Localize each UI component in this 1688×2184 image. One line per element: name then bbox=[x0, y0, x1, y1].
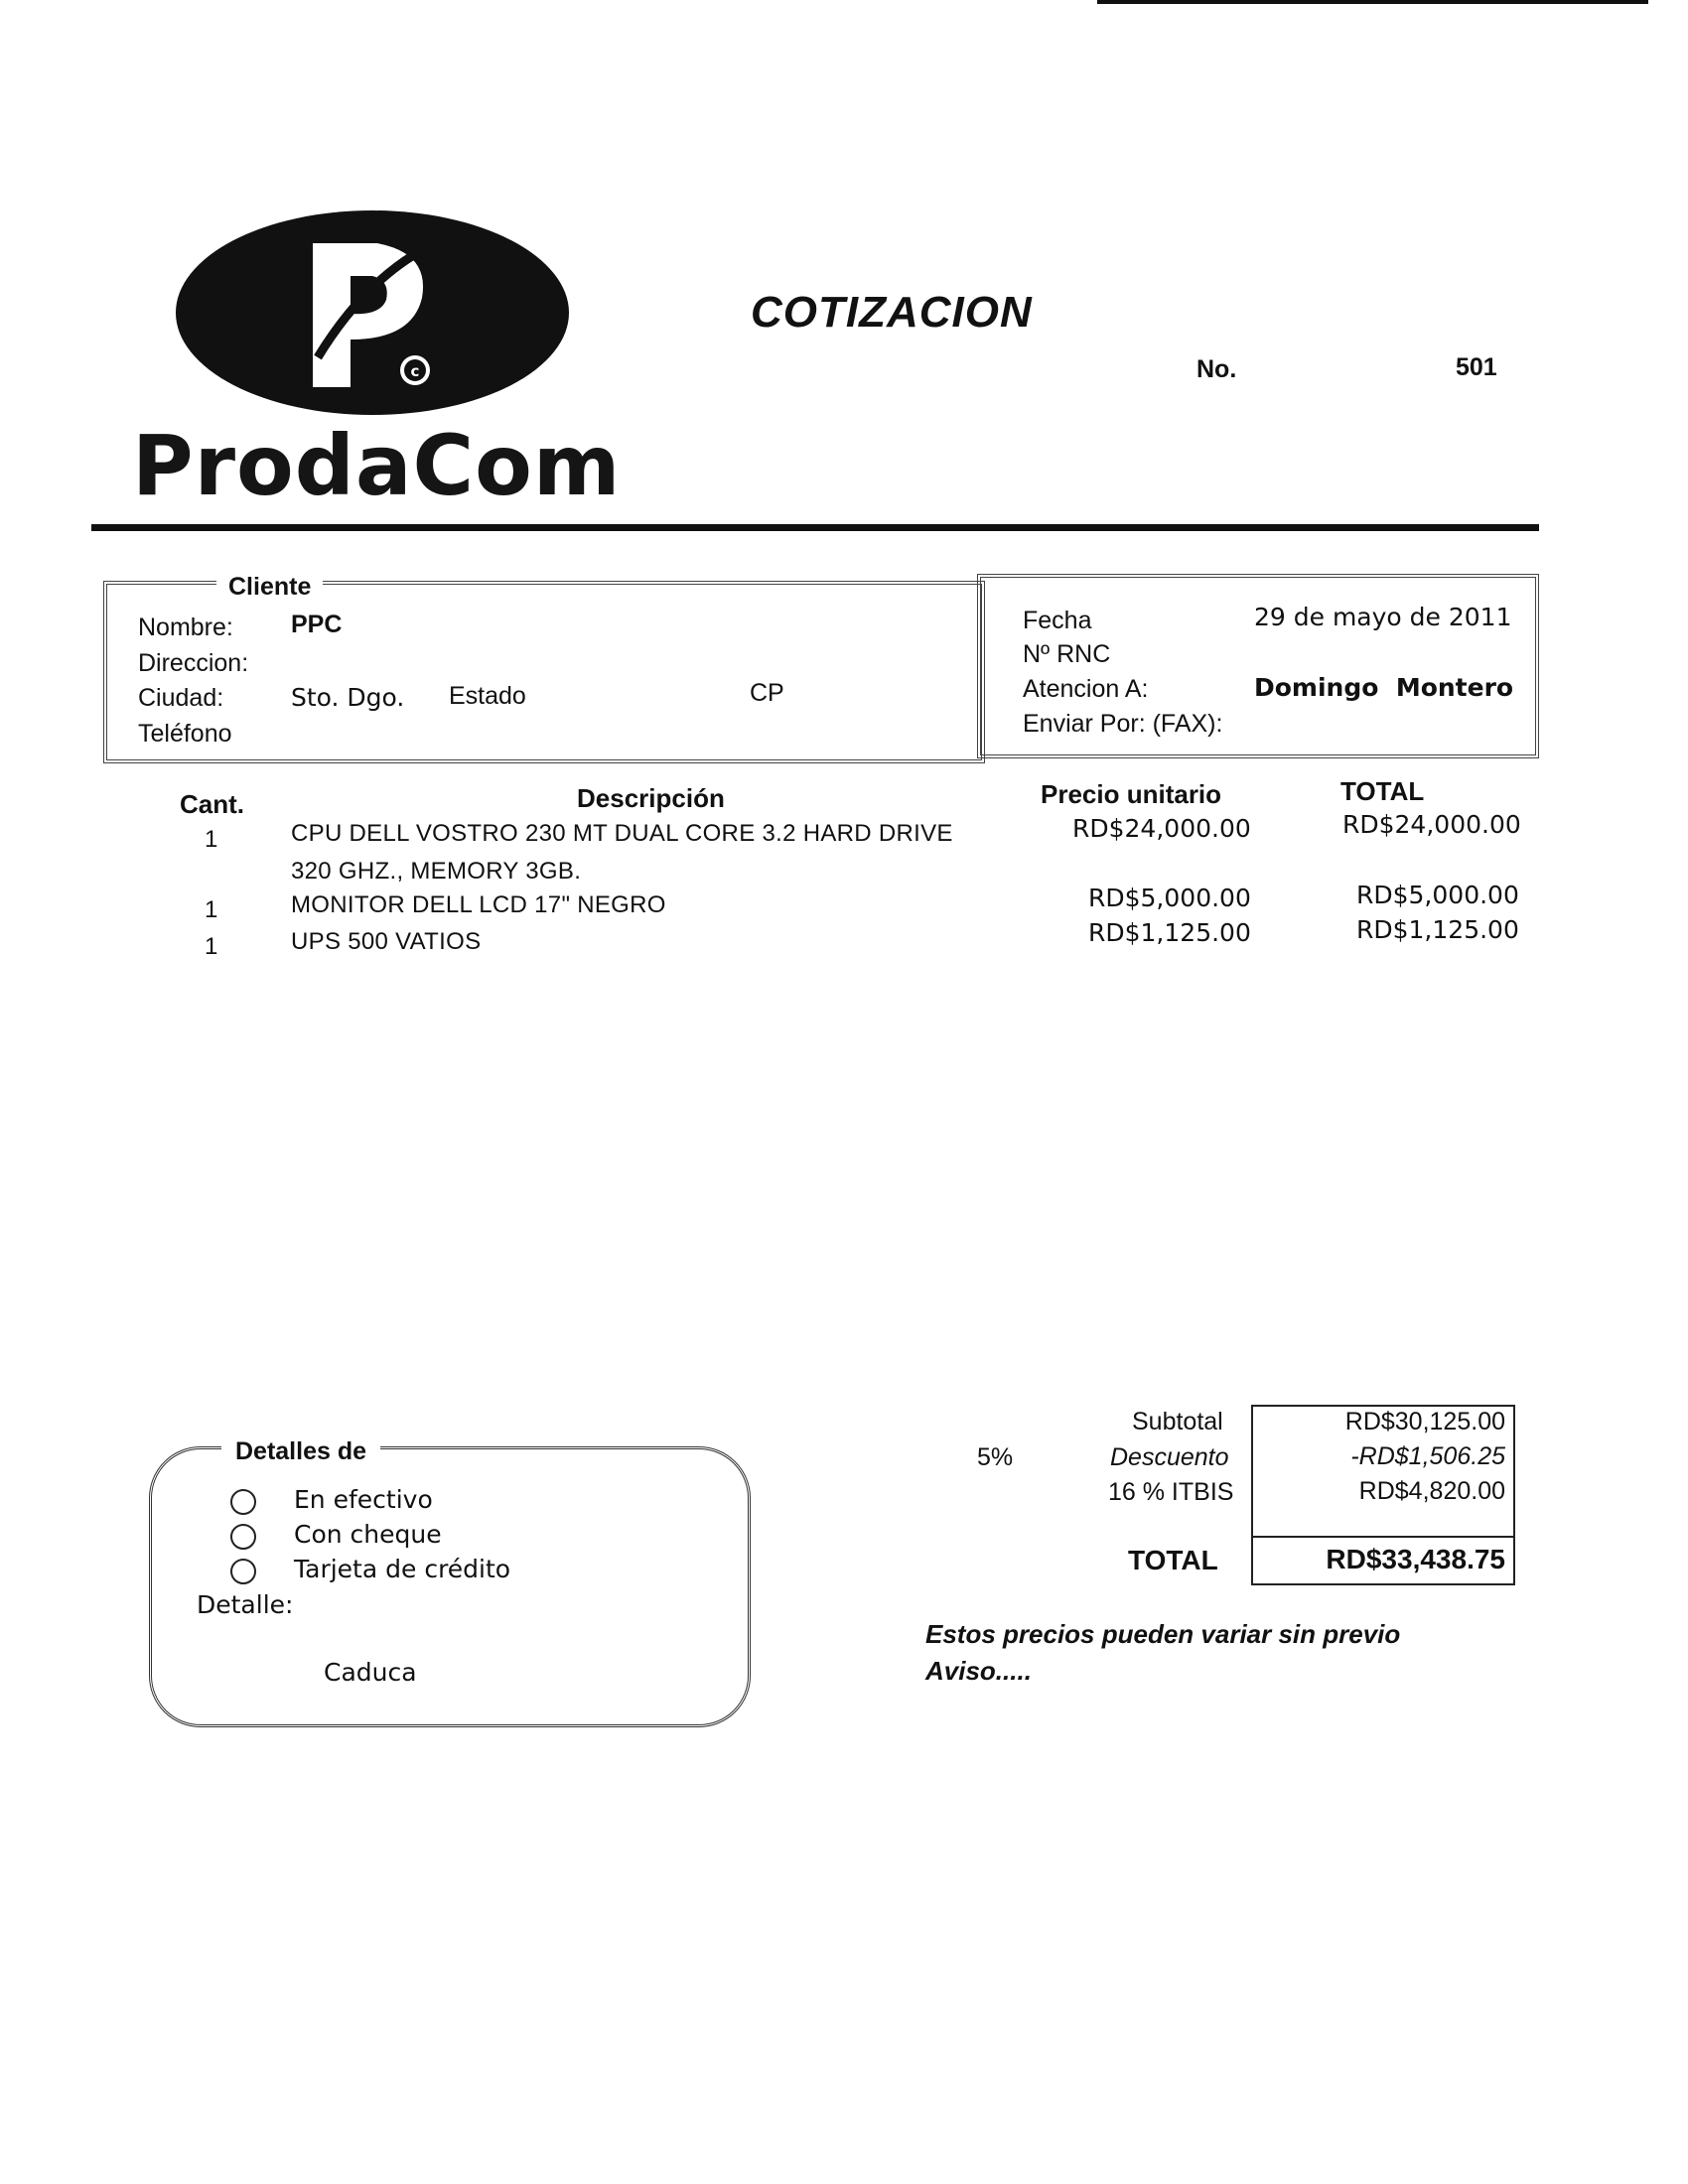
row-3-unit-price: RD$1,125.00 bbox=[1088, 918, 1251, 947]
client-city: Sto. Dgo. bbox=[291, 683, 405, 712]
detail-label: Detalle: bbox=[197, 1590, 294, 1619]
client-phone-label: Teléfono bbox=[138, 720, 232, 748]
top-edge-rule bbox=[1097, 0, 1648, 4]
client-city-label: Ciudad: bbox=[138, 684, 224, 712]
row-2-unit-price: RD$5,000.00 bbox=[1088, 884, 1251, 912]
row-3-description: UPS 500 VATIOS bbox=[291, 928, 482, 955]
attention-label: Atencion A: bbox=[1023, 675, 1149, 703]
tax-value: RD$4,820.00 bbox=[1358, 1477, 1505, 1505]
row-2-total: RD$5,000.00 bbox=[1356, 881, 1519, 909]
totals-divider bbox=[1253, 1536, 1513, 1538]
col-header-description: Descripción bbox=[577, 783, 725, 813]
client-name-label: Nombre: bbox=[138, 614, 233, 641]
quote-number-label: No. bbox=[1196, 355, 1237, 383]
client-cp-label: CP bbox=[750, 679, 784, 707]
discount-percent: 5% bbox=[977, 1443, 1014, 1471]
row-2-description: MONITOR DELL LCD 17" NEGRO bbox=[291, 891, 666, 918]
subtotal-label: Subtotal bbox=[1132, 1408, 1223, 1435]
payment-legend: Detalles de bbox=[221, 1437, 380, 1466]
credit-card-radio[interactable] bbox=[230, 1559, 256, 1584]
col-header-unit-price: Precio unitario bbox=[1041, 779, 1222, 809]
row-1-unit-price: RD$24,000.00 bbox=[1072, 814, 1251, 843]
attention-value: Domingo Montero bbox=[1254, 673, 1514, 702]
row-1-total: RD$24,000.00 bbox=[1342, 810, 1521, 839]
row-3-qty: 1 bbox=[205, 933, 218, 960]
cash-option-label: En efectivo bbox=[294, 1485, 433, 1514]
discount-label: Descuento bbox=[1110, 1443, 1229, 1471]
document-title: COTIZACION bbox=[751, 288, 1033, 337]
rnc-label: Nº RNC bbox=[1023, 640, 1111, 668]
price-note-line-2: Aviso..... bbox=[925, 1656, 1032, 1686]
row-3-total: RD$1,125.00 bbox=[1356, 915, 1519, 944]
price-note-line-1: Estos precios pueden variar sin previo bbox=[925, 1619, 1401, 1649]
client-legend: Cliente bbox=[216, 573, 323, 602]
send-by-label: Enviar Por: (FAX): bbox=[1023, 710, 1223, 738]
col-header-total: TOTAL bbox=[1340, 776, 1425, 806]
cash-radio[interactable] bbox=[230, 1489, 256, 1515]
client-address-label: Direccion: bbox=[138, 649, 249, 677]
quote-number: 501 bbox=[1456, 353, 1497, 381]
check-radio[interactable] bbox=[230, 1524, 256, 1550]
tax-label: 16 % ITBIS bbox=[1108, 1478, 1234, 1506]
row-1-description: CPU DELL VOSTRO 230 MT DUAL CORE 3.2 HARD DRIVE bbox=[291, 820, 953, 847]
expires-label: Caduca bbox=[324, 1658, 417, 1687]
svg-text:c: c bbox=[410, 362, 420, 380]
row-1-qty: 1 bbox=[205, 826, 218, 853]
total-label: TOTAL bbox=[1128, 1545, 1218, 1575]
row-2-qty: 1 bbox=[205, 896, 218, 923]
credit-card-option-label: Tarjeta de crédito bbox=[294, 1555, 511, 1583]
client-name: PPC bbox=[291, 611, 343, 638]
col-header-qty: Cant. bbox=[180, 789, 244, 819]
prodacom-logo-mark bbox=[174, 208, 571, 417]
company-name: ProdaCom bbox=[132, 417, 622, 514]
check-option-label: Con cheque bbox=[294, 1520, 442, 1549]
header-rule bbox=[91, 524, 1539, 531]
total-value: RD$33,438.75 bbox=[1326, 1544, 1505, 1574]
discount-value: -RD$1,506.25 bbox=[1350, 1442, 1505, 1470]
client-state-label: Estado bbox=[449, 682, 526, 710]
date-value: 29 de mayo de 2011 bbox=[1254, 603, 1512, 631]
row-1-description-cont: 320 GHZ., MEMORY 3GB. bbox=[291, 858, 582, 885]
date-label: Fecha bbox=[1023, 607, 1092, 634]
subtotal-value: RD$30,125.00 bbox=[1344, 1408, 1505, 1435]
